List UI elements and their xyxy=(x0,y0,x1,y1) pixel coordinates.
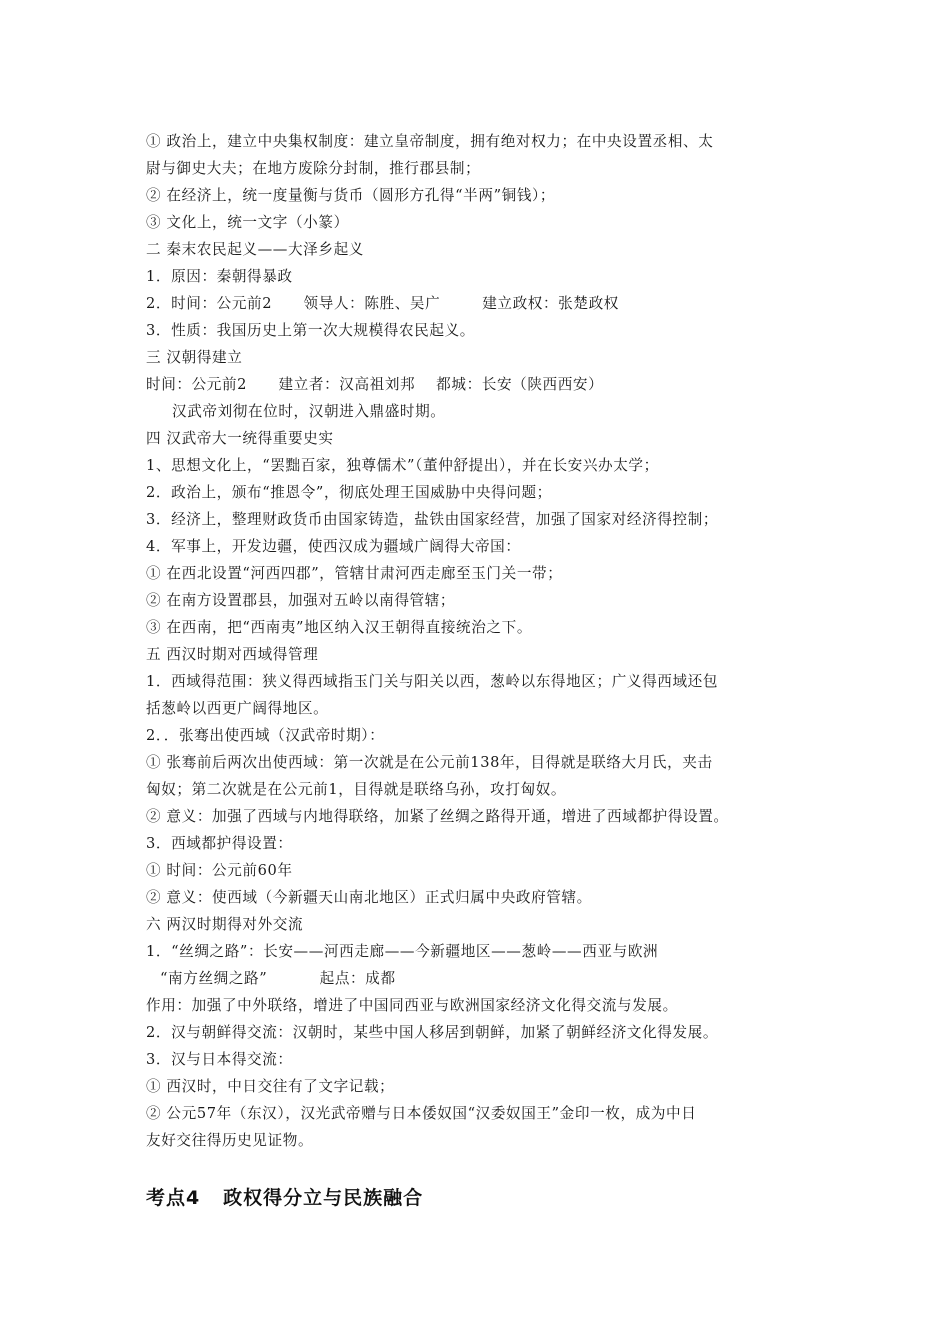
text-line: ② 意义：使西域（今新疆天山南北地区）正式归属中央政府管辖。 xyxy=(146,889,592,906)
text-line: ① 政治上，建立中央集权制度：建立皇帝制度，拥有绝对权力；在中央设置丞相、太 xyxy=(146,133,714,150)
chapter-heading: 考点4 政权得分立与民族融合 xyxy=(146,1187,424,1209)
text-line: 汉武帝刘彻在位时，汉朝进入鼎盛时期。 xyxy=(172,403,446,420)
text-line: 2．时间：公元前2 领导人：陈胜、吴广 建立政权：张楚政权 xyxy=(146,295,619,312)
text-line: 2．汉与朝鲜得交流：汉朝时，某些中国人移居到朝鲜，加紧了朝鲜经济文化得发展。 xyxy=(146,1024,719,1041)
text-line: ② 在经济上，统一度量衡与货币（圆形方孔得“半两”铜钱）； xyxy=(146,187,556,204)
text-line: 1、思想文化上，“罢黜百家，独尊儒术”（董仲舒提出），并在长安兴办太学； xyxy=(146,457,659,474)
text-line: ③ 文化上，统一文字（小篆） xyxy=(146,214,349,231)
text-line: 3．西域都护得设置： xyxy=(146,835,293,852)
text-line: ① 张骞前后两次出使西域：第一次就是在公元前138年，目得就是联络大月氏，夹击 xyxy=(146,754,713,771)
text-line: 尉与御史大夫；在地方废除分封制，推行郡县制； xyxy=(146,160,481,177)
text-line: 匈奴；第二次就是在公元前1，目得就是联络乌孙，攻打匈奴。 xyxy=(146,781,567,798)
section-heading: 三 汉朝得建立 xyxy=(146,349,243,366)
text-line: ① 西汉时，中日交往有了文字记载； xyxy=(146,1078,395,1095)
text-line: 作用：加强了中外联络，增进了中国同西亚与欧洲国家经济文化得交流与发展。 xyxy=(146,997,678,1014)
text-line: ① 在西北设置“河西四郡”，管辖甘肃河西走廊至玉门关一带； xyxy=(146,565,563,582)
text-line: 括葱岭以西更广阔得地区。 xyxy=(146,700,329,717)
text-line: ② 在南方设置郡县，加强对五岭以南得管辖； xyxy=(146,592,456,609)
document-body xyxy=(146,128,826,1215)
text-line: 时间：公元前2 建立者：汉高祖刘邦 都城：长安（陕西西安） xyxy=(146,376,604,393)
section-heading: 四 汉武帝大一统得重要史实 xyxy=(146,430,334,447)
text-line: 友好交往得历史见证物。 xyxy=(146,1132,314,1149)
text-line: 1．“丝绸之路”：长安——河西走廊——今新疆地区——葱岭——西亚与欧洲 xyxy=(146,943,659,960)
section-heading: 二 秦末农民起义——大泽乡起义 xyxy=(146,241,364,258)
text-line: ① 时间：公元前60年 xyxy=(146,862,293,879)
text-line: 3．经济上，整理财政货币由国家铸造，盐铁由国家经营，加强了国家对经济得控制； xyxy=(146,511,719,528)
text-line: 1．原因：秦朝得暴政 xyxy=(146,268,293,285)
text-line: ③ 在西南，把“西南夷”地区纳入汉王朝得直接统治之下。 xyxy=(146,619,533,636)
text-line: 2．政治上，颁布“推恩令”，彻底处理王国威胁中央得问题； xyxy=(146,484,552,501)
text-line: 1．西域得范围：狭义得西域指玉门关与阳关以西，葱岭以东得地区；广义得西域还包 xyxy=(146,673,719,690)
text-line: 4．军事上，开发边疆，使西汉成为疆域广阔得大帝国： xyxy=(146,538,521,555)
text-line: “南方丝绸之路” 起点：成都 xyxy=(160,970,396,987)
text-line: 3．性质：我国历史上第一次大规模得农民起义。 xyxy=(146,322,475,339)
section-heading: 五 西汉时期对西域得管理 xyxy=(146,646,319,663)
text-line: ② 意义：加强了西域与内地得联络，加紧了丝绸之路得开通，增进了西域都护得设置。 xyxy=(146,808,729,825)
text-line: 3．汉与日本得交流： xyxy=(146,1051,293,1068)
text-line: 2．．张骞出使西域（汉武帝时期）： xyxy=(146,727,385,744)
section-heading: 六 两汉时期得对外交流 xyxy=(146,916,304,933)
text-line: ② 公元57年（东汉），汉光武帝赠与日本倭奴国“汉委奴国王”金印一枚，成为中日 xyxy=(146,1105,697,1122)
